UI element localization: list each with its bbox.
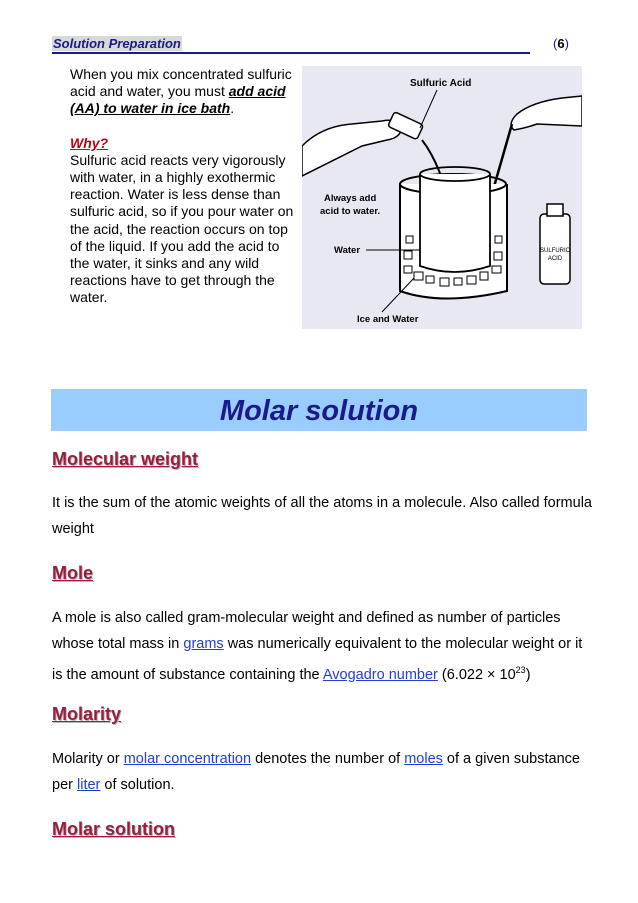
- link-molar-concentration[interactable]: molar concentration: [123, 751, 252, 767]
- link-grams[interactable]: grams: [183, 636, 224, 652]
- molecular-weight-text: It is the sum of the atomic weights of all the atoms in a molecule. Also called formula weight: [52, 495, 592, 537]
- mole-text-4: ): [525, 666, 531, 683]
- molarity-text-4: of solution.: [100, 777, 175, 793]
- molarity-text-3: of a given substance per: [52, 751, 580, 793]
- molarity-text: [52, 746, 592, 798]
- mole-text: [52, 605, 592, 688]
- intro-explanation: Sulfuric acid reacts very vigorously with water, in a highly exothermic reaction. Water is less dense than sulfuric acid, so if you pour water on the acid, the reaction occurs on top of the liquid. If you add the acid to the water, it sinks and any wild reactions have to get through the water.: [70, 151, 294, 306]
- bottle-cap: [547, 204, 563, 216]
- link-moles[interactable]: moles: [404, 751, 443, 767]
- heading-molecular-weight: Molecular weight: [52, 449, 199, 469]
- why-heading: Why?: [70, 134, 109, 151]
- heading-molarity: Molarity: [52, 704, 122, 724]
- mole-text-1: A mole is also called gram-molecular weight and defined as number of particles whose total mass in: [52, 610, 561, 652]
- heading-mole: Mole: [52, 563, 94, 583]
- inner-beaker: [420, 174, 490, 272]
- label-sulfuric-acid: Sulfuric Acid: [410, 78, 472, 89]
- leader-line-acid: [420, 90, 437, 128]
- bottle-label-2: ACID: [547, 256, 563, 262]
- molar-solution-banner: Molar solution: [51, 389, 587, 431]
- intro-text: [70, 66, 298, 307]
- page-number: [553, 36, 569, 51]
- acid-dilution-illustration: [302, 66, 582, 329]
- link-liter[interactable]: liter: [77, 777, 101, 793]
- leader-line-ice: [382, 278, 414, 312]
- intro-period: .: [230, 100, 235, 117]
- exponent: 23: [515, 665, 526, 675]
- acid-dilution-figure: [302, 66, 582, 329]
- molarity-text-1: Molarity or: [52, 751, 124, 767]
- intro-emphasis: add acid (AA) to water in ice bath: [70, 83, 286, 117]
- mole-text-3: (6.022 × 10: [437, 666, 516, 683]
- mole-text-2: was numerically equivalent to the molecular weight or it is the amount of substance containing the: [52, 636, 583, 683]
- header-rule: [52, 52, 530, 54]
- heading-molar-solution: Molar solution: [52, 819, 175, 839]
- left-hand: [302, 120, 402, 176]
- label-always-1: Always add: [324, 193, 377, 204]
- page-number-value: 6: [557, 36, 565, 51]
- intro-text-1: When you mix concentrated sulfuric acid and water, you must: [70, 66, 292, 100]
- intro-paragraph: [70, 66, 298, 118]
- bottle-label-1: SULFURIC: [539, 248, 571, 254]
- right-hand: [511, 96, 582, 130]
- label-ice-water: Ice and Water: [357, 314, 419, 325]
- molarity-text-2: denotes the number of: [251, 751, 405, 767]
- label-always-2: acid to water.: [320, 206, 381, 217]
- page-close: ): [564, 36, 569, 51]
- page-open: (: [553, 36, 558, 51]
- header-title: Solution Preparation: [53, 36, 181, 51]
- link-avogadro-number[interactable]: Avogadro number: [322, 666, 438, 683]
- label-water: Water: [334, 245, 361, 256]
